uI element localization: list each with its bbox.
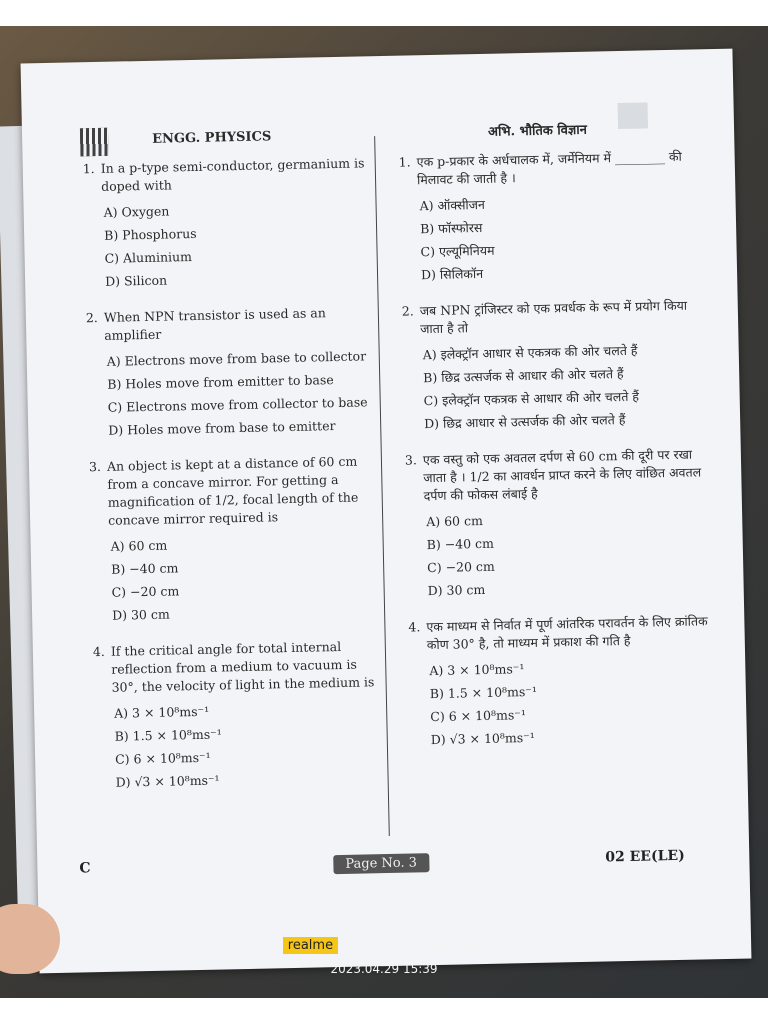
timestamp: 2023.04.29 15:39 [330,962,438,976]
question-number: 4. [408,619,421,635]
question-text: एक माध्यम से निर्वात में पूर्ण आंतरिक परावर्तन के लिए क्रांतिक कोण 30° है, तो माध्यम में प्रकाश की गति है [426,613,708,653]
english-heading: ENGG. PHYSICS [152,129,272,147]
question [86,303,379,440]
option: C) −20 cm [111,583,180,600]
options-list [423,340,705,433]
option: B) Holes move from emitter to base [107,372,334,392]
question-text: When NPN transistor is used as an amplifier [103,305,326,343]
option: D) Holes move from base to emitter [108,418,336,438]
options-list [104,198,376,291]
question-number: 3. [88,458,102,475]
option: D) सिलिकॉन [420,265,484,283]
option: A) ऑक्सीजन [419,196,486,214]
option: A) 60 cm [110,537,168,554]
option: A) 3 × 10⁸ms⁻¹ [114,703,210,721]
question-text: If the critical angle for total internal reflection from a medium to vacuum is 30°, the velocity of light in the medium is [110,638,375,695]
option: B) 1.5 × 10⁸ms⁻¹ [429,683,538,702]
option: B) 1.5 × 10⁸ms⁻¹ [114,726,222,744]
question-text: In a p-type semi-conductor, germanium is doped with [100,155,365,194]
option: C) 6 × 10⁸ms⁻¹ [114,749,211,767]
exam-page [21,49,752,974]
question-number: 2. [85,309,98,326]
options-list [426,507,708,600]
option: A) Electrons move from base to collector [106,348,367,369]
option: D) छिद्र आधार से उत्सर्जक की ओर चलते हैं [424,411,626,432]
question-text-row [86,303,377,345]
bottom-border [0,998,768,1024]
question-number: 1. [398,154,411,170]
camera-watermark [0,934,768,955]
option: D) 30 cm [111,606,170,623]
question-number: 3. [404,452,418,468]
english-column [82,126,386,810]
question-text-row [399,147,700,189]
options-list [429,656,711,749]
option: B) −40 cm [111,560,179,577]
option: D) 30 cm [427,581,486,599]
options-list [107,347,379,440]
question-text-row [93,637,384,697]
option: A) 60 cm [426,512,484,530]
photograph [0,26,768,998]
question [83,154,376,291]
options-list [114,699,386,792]
option: C) Electrons move from collector to base [107,394,368,415]
top-border [0,0,768,26]
option: D) √3 × 10⁸ms⁻¹ [115,772,220,790]
option: B) फॉस्फोरस [419,219,483,237]
question-number: 2. [401,303,414,319]
question [93,637,386,792]
option: A) 3 × 10⁸ms⁻¹ [429,661,525,679]
question [399,147,702,284]
footer-set-code: C [79,860,91,877]
option: C) Aluminium [104,249,193,266]
question [405,445,708,600]
option: A) इलेक्ट्रॉन आधार से एकत्रक की ओर चलते हैं [422,342,638,363]
option: D) √3 × 10⁸ms⁻¹ [430,729,535,748]
options-list [111,532,383,625]
question-text: एक वस्तु को एक अवतल दर्पण से 60 cm की दूरी पर रखा जाता है । 1/2 का आवर्धन प्राप्त करने के लिए वांछित अवतल दर्पण की फोकस लंबाई है [422,446,702,504]
question-text-row [408,612,709,654]
option: C) 6 × 10⁸ms⁻¹ [430,707,527,725]
hindi-column [398,119,711,767]
option: D) Silicon [104,272,168,289]
shot-by-text: Shot by realme [348,934,486,955]
question-text: जब NPN ट्रांजिस्टर को एक प्रवर्धक के रूप में प्रयोग किया जाता है तो [419,297,688,337]
question-number: 4. [92,643,105,660]
question-text-row [83,154,374,196]
option: C) −20 cm [427,558,495,576]
option: B) −40 cm [426,535,495,553]
question-text-row [402,296,703,338]
footer-paper-code: 02 EE(LE) [605,847,685,866]
question-text-row [89,452,380,530]
footer-page-number: Page No. 3 [333,853,429,874]
option: C) इलेक्ट्रॉन एकत्रक से आधार की ओर चलते हैं [423,388,640,409]
option: B) Phosphorus [104,225,197,243]
question-text-row [405,445,706,505]
option: A) Oxygen [103,203,170,220]
question [402,296,705,433]
question [89,452,382,625]
option: C) एल्यूमिनियम [420,242,495,260]
brand-badge: realme [283,937,338,954]
option: B) छिद्र उत्सर्जक से आधार की ओर चलते हैं [423,365,624,386]
options-list [419,191,701,284]
question [408,612,711,749]
question-text: एक p-प्रकार के अर्धचालक में, जर्मेनियम में ________ की मिलावट की जाती है । [416,148,682,188]
question-number: 1. [82,161,95,177]
question-text: An object is kept at a distance of 60 cm from a concave mirror. For getting a magnification of 1/2, focal length of the concave mirror required is [106,453,359,528]
hindi-heading: अभि. भौतिक विज्ञान [487,122,588,140]
